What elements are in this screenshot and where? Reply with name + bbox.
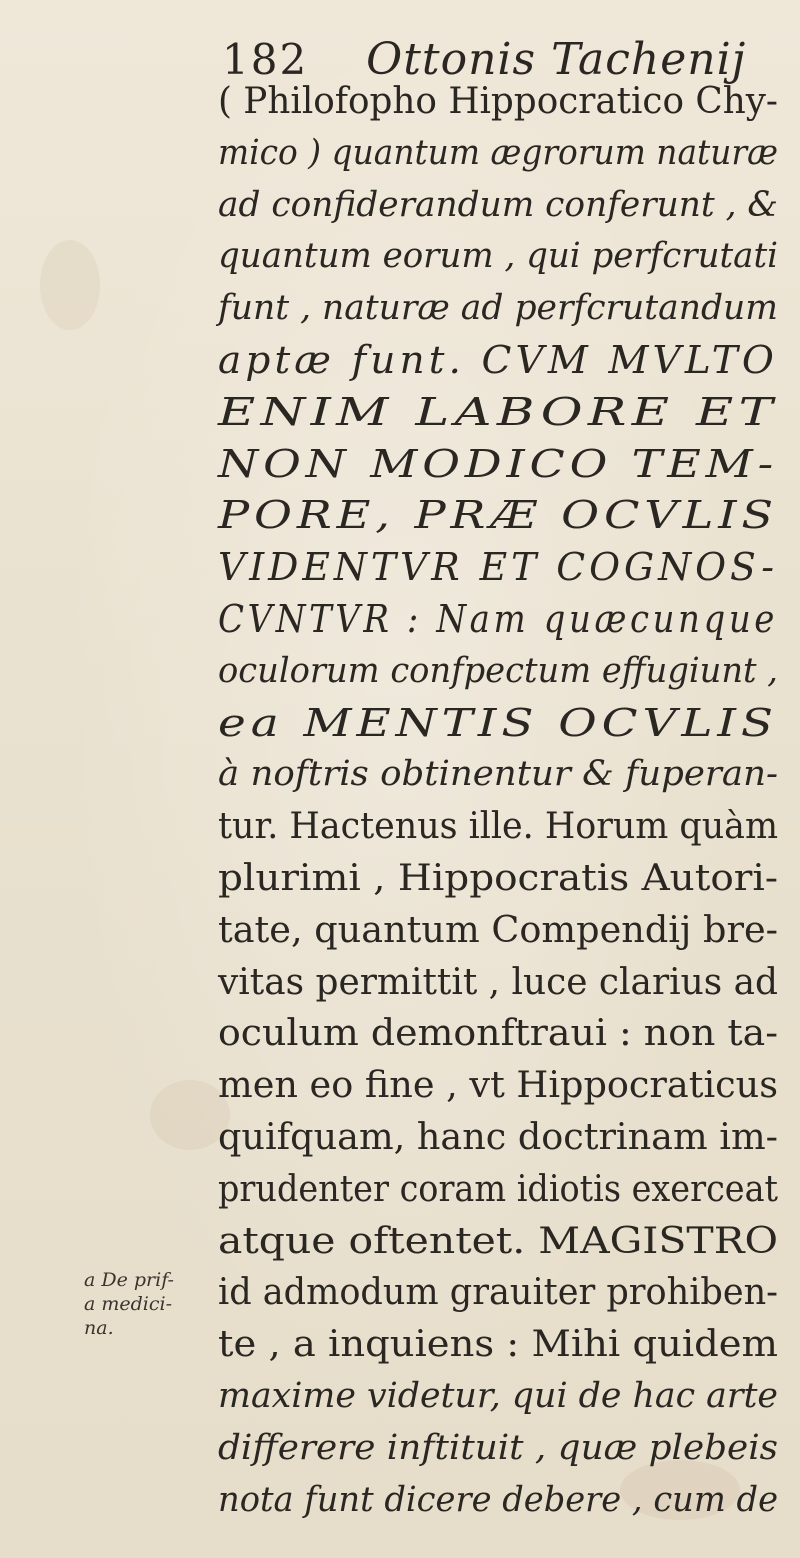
text-line-content: tur. Hactenus ille. Horum quàm xyxy=(218,806,778,848)
text-line xyxy=(218,128,778,180)
text-line-content: PORE, PRÆ OCVLIS xyxy=(218,493,778,538)
text-line-content: maxime videtur, qui de hac arte xyxy=(218,1375,778,1416)
text-line-content: mico ) quantum ægrorum naturæ xyxy=(218,132,778,173)
text-line xyxy=(218,905,778,957)
text-line-content: aptæ funt. CVM MVLTO xyxy=(218,337,778,382)
text-line-content: prudenter coram idiotis exerceat xyxy=(218,1168,778,1210)
text-line-content: VIDENTVR ET COGNOS- xyxy=(218,545,778,590)
text-line xyxy=(218,646,778,698)
text-line xyxy=(218,853,778,905)
text-line-content: plurimi , Hippocratis Autori- xyxy=(218,857,778,899)
text-line xyxy=(218,594,778,646)
margin-note-line: a medici- xyxy=(84,1293,173,1315)
text-line-content: CVNTVR : Nam quæcunque xyxy=(218,596,778,641)
text-line xyxy=(218,749,778,801)
text-line xyxy=(218,957,778,1009)
text-line xyxy=(218,387,778,439)
text-line-content: nota funt dicere debere , cum de xyxy=(218,1479,778,1520)
text-line-content: ( Philofopho Hippocratico Chy- xyxy=(218,81,778,122)
text-line-content: quifquam, hanc doctrinam im- xyxy=(218,1116,778,1158)
text-line xyxy=(218,801,778,853)
text-line xyxy=(218,1267,778,1319)
text-line-content: ENIM LABORE ET xyxy=(218,389,778,434)
text-line xyxy=(218,439,778,491)
text-line-content: men eo fine , vt Hippocraticus xyxy=(218,1065,778,1107)
margin-note xyxy=(84,1268,214,1340)
text-line xyxy=(218,1319,778,1371)
text-line-content: oculum demonftraui : non ta- xyxy=(218,1013,778,1055)
text-line-content: id admodum grauiter prohiben- xyxy=(218,1272,778,1314)
text-line-content: NON MODICO TEM- xyxy=(218,441,778,486)
text-line xyxy=(218,1060,778,1112)
body-text xyxy=(218,76,778,1526)
text-line-content: à noftris obtinentur & fuperan- xyxy=(218,754,779,795)
text-line xyxy=(218,490,778,542)
text-line-content: oculorum confpectum effugiunt , xyxy=(218,650,778,691)
margin-note-line: a De prif- xyxy=(84,1269,174,1291)
text-line xyxy=(218,1475,778,1527)
page-number: 182 xyxy=(222,35,309,84)
text-line-content: ea MENTIS OCVLIS xyxy=(218,700,778,745)
text-line-content: atque oftentet. MAGISTRO xyxy=(218,1220,778,1262)
text-line xyxy=(218,76,778,128)
text-line xyxy=(218,542,778,594)
text-line-content: differere inftituit , quæ plebeis xyxy=(218,1427,778,1468)
text-line xyxy=(218,283,778,335)
text-line xyxy=(218,180,778,232)
text-line-content: vitas permittit , luce clarius ad xyxy=(218,961,778,1003)
text-line-content: tate, quantum Compendij bre- xyxy=(218,909,778,951)
margin-note-line: na. xyxy=(84,1317,114,1339)
text-line xyxy=(218,1423,778,1475)
text-line xyxy=(218,1112,778,1164)
text-line xyxy=(218,1164,778,1216)
text-line xyxy=(218,231,778,283)
text-line-content: funt , naturæ ad perfcrutandum xyxy=(218,288,778,329)
text-line xyxy=(218,1008,778,1060)
text-line xyxy=(218,335,778,387)
text-line xyxy=(218,1371,778,1423)
text-line-content: quantum eorum , qui perfcrutati xyxy=(218,236,778,277)
running-title: Ottonis Tachenij xyxy=(366,34,747,85)
text-line xyxy=(218,1216,778,1268)
text-line-content: ad confiderandum conferunt , & xyxy=(218,184,778,225)
text-line xyxy=(218,698,778,750)
text-line-content: te , a inquiens : Mihi quidem xyxy=(218,1324,778,1366)
